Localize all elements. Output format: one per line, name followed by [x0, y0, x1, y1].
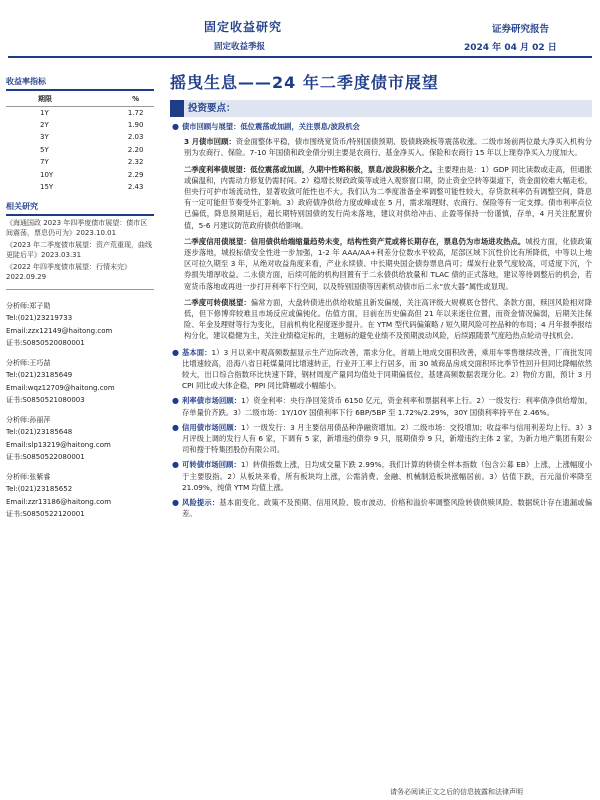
header-subtitle: 固定收益季报 — [214, 42, 266, 52]
key-points-banner — [170, 100, 592, 117]
paragraph-text: 主要理由是：1）GDP 同比读数或走高，但通胀或偏温和，内需动力修复仍需时间。2）稳增长财政政策等或进入观察窗口期，防止资金空转等渠道下，资金面较难大幅走松，但央行可护市场流动性，显著收敛可能性也不大。我们认为二季度准备金率调整可能性较大，存贷款利率仍有调整空间，降息有一定可能但节奏受外汇影响。3）政府债净供给力度或峰或在 5 月，需求端理财、农商行、保险等有一定支撑。债市利率点位已偏低，降息预期延后，超长期特别国债的发行尚未落地，建议对供给冲击、止盈等保持一份谨慎，存单，4 月关注配置价值，5-6 月建议防范政府债供给影响。 — [184, 164, 592, 230]
analyst-name: 分析师:张紫睿 — [6, 472, 51, 481]
section-rule — [6, 214, 154, 216]
paragraph-heading: 二季度利率债展望：低位震荡或加剧，久期中性略积极，票息/波段积极介之。 — [184, 164, 437, 174]
yield-term: 3Y — [40, 133, 49, 142]
paragraph-heading: 二季度信用债展望：信用债供给端缩量趋势未变，结构性资产荒或将长期存在，票息仍为市场进攻热点。 — [184, 236, 526, 246]
paragraph-heading: 二季度可转债展望： — [184, 297, 251, 307]
bullet-heading: 利率债市场回顾： — [182, 396, 242, 406]
analyst-list — [6, 289, 154, 521]
header-rule — [8, 56, 592, 58]
yield-header-value: % — [117, 93, 154, 107]
bullet-credit-review — [170, 422, 592, 456]
analyst-cert: 证书:S0850522080001 — [6, 453, 85, 462]
analyst-tel: Tel:(021)23185652 — [6, 485, 73, 494]
paragraph-heading: 3 月债市回顾： — [184, 137, 236, 147]
yield-header-term: 期限 — [6, 93, 117, 107]
analyst-tel: Tel:(021)23185649 — [6, 371, 73, 380]
table-row — [6, 144, 154, 156]
section-rule — [6, 89, 154, 91]
related-research — [6, 201, 154, 283]
bullet-convertible-review — [170, 459, 592, 493]
paragraph-credit-outlook — [184, 236, 592, 292]
page-header — [0, 0, 600, 60]
bullet-dot-icon: ● — [172, 460, 179, 470]
bullet-text: 1）资金利率：央行净回笼货币 6150 亿元，资金利率和票据利率上行。2）一级发行：利率债净供给增加，存单量价齐跌。3）二级市场：1Y/10Y 国债利率下行 6BP/5BP 至 1.72%/2.29%，30Y 国债利率持平在 2.46%。 — [182, 396, 592, 417]
yield-value: 2.43 — [127, 182, 144, 191]
paragraph-march-review — [184, 136, 592, 158]
yield-term: 5Y — [40, 145, 49, 154]
analyst-cert: 证书:S0850520080001 — [6, 339, 85, 348]
yield-term: 10Y — [40, 170, 54, 179]
bullet-text: 1）转债指数上涨，日均成交量下跌 2.99%。我们计算的转债全样本指数（包含公募 EB）上涨，上涨幅度小于主要股指。2）从板块来看，所有板块均上涨，公需消费、金融、机械制造板块涨幅居前。3）估值下跌，百元溢价率降至 21.09%，纯债 YTM 均值上涨。 — [182, 460, 593, 492]
analyst-tel: Tel:(021)23219733 — [6, 314, 73, 323]
analyst-cert: 证书:S0850522120001 — [6, 510, 85, 519]
yield-term: 15Y — [40, 182, 54, 191]
bullet-text: 1）一级发行：3 月主要信用债品种净融资增加。2）二级市场：交投增加；收益率与信用利差均上行。3）3 月评级上调的发行人有 6 家，下调有 5 家，新增违约债券 9 只，展期债券 9 只，新增违约主体 2 家，为新力地产集团有限公司和搜于特集团股份有限公司。 — [182, 422, 592, 455]
bullet-fundamentals — [170, 347, 592, 392]
bullet-text: 1）3 月以来中观高频数据显示生产边际改善，需求分化，首端上地成交面积改善，乘用车零售继续改善，厂商批发同比增速较高，沿海八省日耗煤量同比增速转正，行业开工率上行居多，而 30 城商品房成交面积环比季节性回升但同比降幅依然较大，出口综合指数环比快速下降，钢材周度产量同均值处于同期偏低位，基建高频数据表现分化。2）物价方面，预计 3 月 CPI 同比或大体企稳，PPI 同比降幅或小幅缩小。 — [182, 347, 593, 391]
analyst-name: 分析师:孙丽萍 — [6, 415, 51, 424]
related-title: 相关研究 — [6, 202, 38, 212]
bullet-dot-icon: ● — [172, 498, 179, 508]
bullet-heading: 信用债市场回顾： — [182, 422, 242, 432]
paragraph-rates-outlook — [184, 164, 592, 231]
bullet-heading: 基本面： — [182, 347, 212, 357]
analyst-card — [6, 357, 154, 407]
table-row — [6, 181, 154, 193]
analyst-email[interactable]: Email:wqz12709@haitong.com — [6, 383, 115, 392]
key-points-label: 投资要点： — [188, 103, 236, 114]
report-date: 2024 年 04 月 02 日 — [464, 43, 557, 53]
bullet-dot-icon: ● — [172, 422, 179, 432]
bullet-risk — [170, 497, 592, 519]
related-item[interactable]: 《海通国政 2023 年四季度债市展望：债市区间震荡，票息仍可为》2023.10.01 — [6, 218, 148, 238]
analyst-tel: Tel:(021)23185648 — [6, 428, 73, 437]
banner-accent — [170, 100, 184, 117]
paragraph-convertible-outlook — [184, 297, 592, 342]
yield-term: 7Y — [40, 158, 49, 167]
yield-value: 1.90 — [127, 121, 144, 130]
analyst-email[interactable]: Email:zzx12149@haitong.com — [6, 326, 113, 335]
paragraph-text: 偏常方面，大盘转债进出供给收缩且新发偏缓，关注高评级大规模底仓替代、条款方面，赎回风险相对降低，但下修博弈较难且市场反应或偏钝化。估值方面，目前在历史偏高但 21 年以来迷住位置，而资金情况偏弱，后期关注保险、年金及理财等行为变化，目前机构化程度逐步提升。在 YTM 型代码偏策略 / 短久期风险可控品种的布局；4 月年报季报结构分化，建议稳健为主，关注业绩稳定标的，主题标的避免业绩不及预期波动风险，后续跟随景气度趋热点轮动寻找机会。 — [184, 297, 593, 341]
analyst-name: 分析师:王巧喆 — [6, 358, 51, 367]
yield-section-title: 收益率指标 — [6, 77, 46, 86]
analyst-name: 分析师:郑子勋 — [6, 301, 51, 310]
footer-disclaimer: 请务必阅读正文之后的信息披露和法律声明 — [390, 788, 523, 796]
table-row — [6, 106, 154, 119]
table-row — [6, 119, 154, 131]
analyst-email[interactable]: Email:slp13219@haitong.com — [6, 440, 111, 449]
yield-value: 2.29 — [127, 170, 144, 179]
yield-value: 2.32 — [127, 158, 144, 167]
paragraph-text: 资金面整体平稳，债市围绕宽货币/特别国债预期、股债跷跷板等震荡收涨。二级市场前两位最大净买入机构分别为农商行、保险。7-10 年国债和政金债分别主要是农商行、基金净买入。保险和农商行 15 年以上现券净买入力度加大。 — [184, 137, 592, 158]
yield-term: 2Y — [40, 121, 49, 130]
analyst-card — [6, 300, 154, 350]
yield-table — [6, 93, 154, 194]
paragraph-text: 城投方面，化债政策逐步落地，城投标债安全性进一步加强，1-2 年 AAA/AA+利差分位数水平较高，尾部区域下沉性价比有所降低，中等以上地区可拉久期至 3 年，从绝对收益角度来看，产业永续债、中长期央国企债券票息尚可；煤炭行业景气度较高，可适度下沉，个券损失增厚收益。二永债方面，后续可能的机构回置有于二永债供给放量和 TLAC 债的正式落地，建议等待调整后的机会，若宽货币落地或再进一步打开利率下行空间，以及特别国债等因素机动债市后二永“放大器”属性或显现。 — [184, 236, 593, 291]
bullet-text: 基本面变化、政策不及预期、信用风险、股市波动、价格和溢价率调整风险转债供赎风险、数据统计存在遗漏或偏差。 — [182, 498, 593, 519]
bullet-dot-icon: ● — [172, 347, 179, 357]
related-item[interactable]: 《2023 年二季度债市展望：资产荒重现，曲线更陡后平》2023.03.31 — [6, 240, 153, 260]
header-title: 固定收益研究 — [204, 20, 283, 34]
sidebar — [6, 76, 154, 528]
yield-value: 2.20 — [127, 145, 144, 154]
analyst-cert: 证书:S0850521080003 — [6, 396, 85, 405]
table-row — [6, 156, 154, 168]
main-content — [170, 100, 592, 524]
related-item[interactable]: 《2022 年四季度债市展望：行情未完》2022.09.29 — [6, 262, 132, 282]
analyst-email[interactable]: Email:zzr13186@haitong.com — [6, 497, 112, 506]
yield-value: 2.03 — [127, 133, 144, 142]
bullet-heading: 债市回顾与展望：低位震荡或加剧，关注票息/波段机会 — [182, 122, 360, 131]
yield-value: 1.72 — [127, 108, 144, 117]
bullet-dot-icon: ● — [172, 122, 179, 131]
bullet-heading: 可转债市场回顾： — [182, 460, 241, 470]
bullet-outlook — [170, 121, 592, 132]
bullet-rates-review — [170, 395, 592, 417]
report-type: 证券研究报告 — [492, 24, 550, 35]
analyst-card — [6, 414, 154, 464]
yield-term: 1Y — [40, 108, 49, 117]
analyst-card — [6, 471, 154, 521]
table-row — [6, 131, 154, 143]
bullet-heading: 风险提示： — [182, 498, 220, 508]
report-title: 摇曳生息——24 年二季度债市展望 — [170, 73, 439, 92]
bullet-dot-icon: ● — [172, 396, 179, 406]
table-row — [6, 168, 154, 180]
